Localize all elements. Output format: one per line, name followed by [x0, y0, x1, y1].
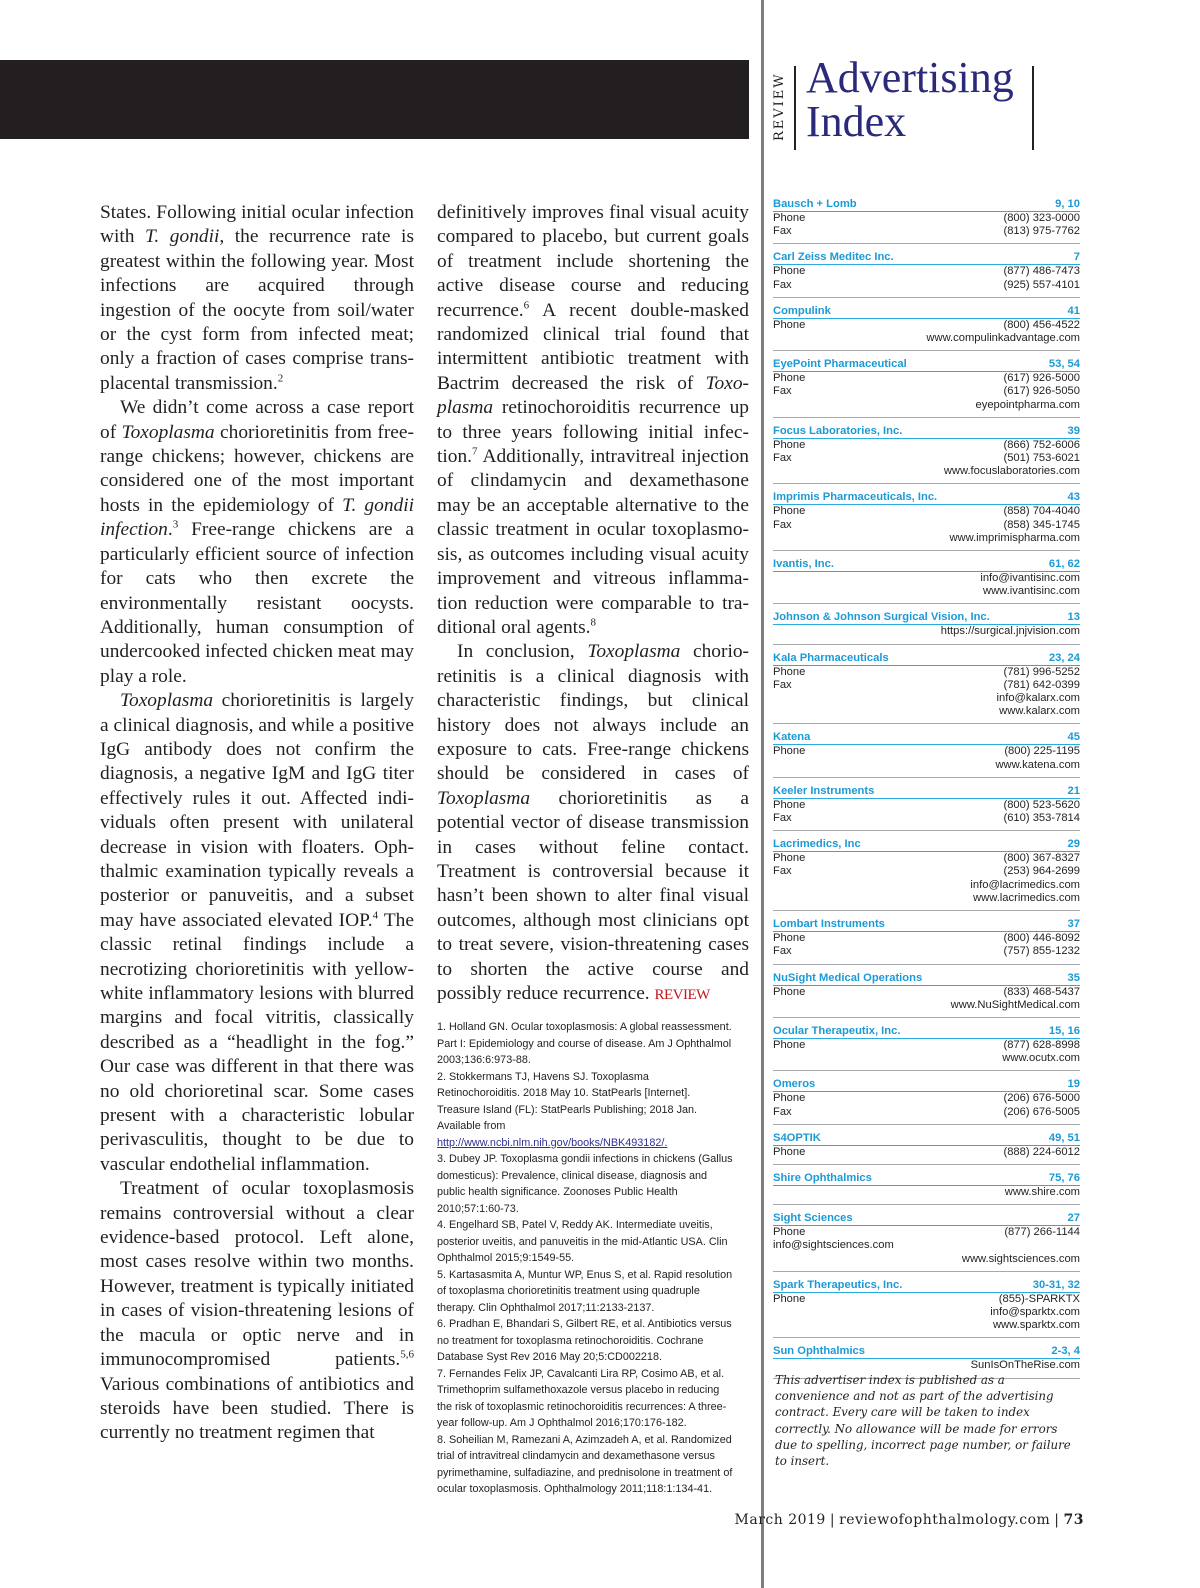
advertiser-page-numbers: 23, 24	[1048, 651, 1080, 664]
advertiser-entry	[773, 785, 1080, 831]
advertiser-heading	[773, 731, 1080, 745]
advertiser-page-numbers: 49, 51	[1048, 1131, 1080, 1144]
contact-label: Fax	[773, 812, 792, 825]
contact-value[interactable]: info@lacrimedics.com	[970, 878, 1080, 891]
advertiser-entry	[773, 358, 1080, 418]
advertiser-contact-row	[773, 879, 1080, 892]
contact-value[interactable]: info@kalarx.com	[996, 692, 1080, 705]
reference-item	[437, 1019, 733, 1069]
reference-text: 8. Soheilian M, Ramezani A, Azimzadeh A, et al. Randomized trial of intravitreal clindamycin and dexamethasone versus pyrimethamine, sulfadiazine, and prednisolone in treatment of ocular toxoplasmosis. Ophthalmology 2011;118:1:134-41.	[437, 1433, 733, 1495]
advertiser-page-numbers: 19	[1067, 1078, 1080, 1091]
article-paragraph: We didn’t come across a case report of Toxoplasma chorioretinitis from free-range chickens; however, chickens are considered one of the most important hosts in the epidemiology of T. gondii infection.$^3$ Free-range chickens are a particularly efficient source of infection for cats who then excrete the environmentally resistant oocysts. Additionally, human consumption of undercooked infected chicken meat may play a role.	[100, 397, 414, 687]
advertiser-contact-row	[773, 332, 1080, 345]
advertiser-contact-row	[773, 1226, 1080, 1239]
advertiser-entry	[773, 611, 1080, 644]
contact-label: Fax	[773, 945, 792, 958]
contact-label: Phone	[773, 1092, 806, 1105]
advertiser-contact-row	[773, 439, 1080, 452]
contact-label: Phone	[773, 985, 806, 998]
advertiser-contact-row	[773, 399, 1080, 412]
advertiser-heading	[773, 558, 1080, 572]
advertiser-heading	[773, 1078, 1080, 1092]
contact-value[interactable]: SunIsOnTheRise.com	[970, 1359, 1080, 1372]
advertiser-contact-row	[773, 679, 1080, 692]
advertiser-heading	[773, 785, 1080, 799]
advertiser-page-numbers: 41	[1067, 304, 1080, 317]
advertiser-name: Compulink	[773, 304, 831, 317]
article-paragraph: Treatment of ocular toxoplasmosis remains controversial without a clear evidence-based protocol. Left alone, most cases resolve within two months. However, treatment is typically initiated in cases of vision-threatening lesions of the macula or optic nerve and in immunocompromised patients.$^{5,6}$ Various combinations of antibiotics and steroids have been studied. There is currently no treatment regimen that	[100, 1178, 414, 1444]
advertiser-contact-row	[773, 892, 1080, 905]
contact-label: Fax	[773, 225, 792, 238]
advertiser-heading	[773, 1132, 1080, 1146]
contact-label: Fax	[773, 452, 792, 465]
advertiser-contact-row	[773, 265, 1080, 278]
advertiser-contact-row	[773, 799, 1080, 812]
contact-value: (781) 996-5252	[1003, 665, 1080, 678]
advertiser-contact-row	[773, 1039, 1080, 1052]
advertiser-heading	[773, 1025, 1080, 1039]
advertiser-heading	[773, 918, 1080, 932]
advertiser-contact-row	[773, 692, 1080, 705]
contact-value: (877) 266-1144	[1004, 1226, 1080, 1239]
contact-value: (800) 446-8092	[1003, 932, 1080, 945]
contact-label: Fax	[773, 865, 792, 878]
advertiser-name: Ocular Therapeutix, Inc.	[773, 1024, 901, 1037]
advertiser-page-numbers: 53, 54	[1048, 358, 1080, 371]
contact-label: Fax	[773, 278, 792, 291]
advertiser-entry	[773, 1078, 1080, 1124]
contact-value[interactable]: www.NuSightMedical.com	[950, 998, 1080, 1011]
contact-label: info@sightsciences.com	[773, 1239, 894, 1252]
advertiser-name: Sight Sciences	[773, 1212, 853, 1225]
advertiser-page-numbers: 30-31, 32	[1032, 1278, 1080, 1291]
footer-separator: |	[829, 1512, 836, 1528]
advertiser-heading	[773, 611, 1080, 625]
contact-value: (858) 704-4040	[1003, 505, 1080, 518]
advertiser-contact-row	[773, 932, 1080, 945]
contact-label: Phone	[773, 852, 806, 865]
advertiser-page-numbers: 39	[1067, 424, 1080, 437]
advertiser-name: Kala Pharmaceuticals	[773, 651, 889, 664]
advertiser-entry	[773, 558, 1080, 604]
reference-text: 7. Fernandes Felix JP, Cavalcanti Lira RP, Cosimo AB, et al. Trimethoprim sulfamethoxazole versus placebo in reducing the risk of toxoplasmic retinochoroiditis recurrences: A three-year follow-up. Am J Ophthalmol 2016;170:176-182.	[437, 1367, 727, 1429]
advertiser-page-numbers: 15, 16	[1048, 1024, 1080, 1037]
advertiser-entry	[773, 425, 1080, 485]
advertiser-contact-row	[773, 1253, 1080, 1266]
reference-item	[437, 1366, 733, 1432]
advertiser-heading	[773, 358, 1080, 372]
contact-label: Phone	[773, 665, 806, 678]
contact-label: Phone	[773, 1038, 806, 1051]
advertiser-name: Sun Ophthalmics	[773, 1345, 865, 1358]
contact-value: (253) 964-2699	[1003, 865, 1080, 878]
contact-value: (800) 323-0000	[1003, 212, 1080, 224]
advertiser-page-numbers: 2-3, 4	[1051, 1345, 1080, 1358]
contact-value[interactable]: www.ocutx.com	[1002, 1052, 1080, 1065]
advertiser-heading	[773, 425, 1080, 439]
advertiser-page-numbers: 43	[1067, 491, 1080, 504]
advertiser-contact-row	[773, 1092, 1080, 1105]
contact-value[interactable]: www.focuslaboratories.com	[943, 465, 1080, 478]
advertiser-page-numbers: 75, 76	[1048, 1171, 1080, 1184]
advertiser-name: S4OPTIK	[773, 1131, 821, 1144]
article-column-2	[437, 201, 749, 1007]
advertiser-contact-row	[773, 532, 1080, 545]
page-footer	[735, 1512, 1084, 1528]
advertiser-contact-row	[773, 852, 1080, 865]
advertiser-page-numbers: 45	[1067, 731, 1080, 744]
advertiser-entry	[773, 918, 1080, 964]
contact-value[interactable]: info@sparktx.com	[990, 1305, 1080, 1318]
contact-value[interactable]: www.katena.com	[995, 758, 1080, 771]
advertiser-contact-row	[773, 519, 1080, 532]
contact-value[interactable]: www.ivantisinc.com	[983, 585, 1080, 598]
advertiser-entry	[773, 198, 1080, 244]
advertiser-name: Focus Laboratories, Inc.	[773, 424, 903, 437]
advertiser-entry	[773, 251, 1080, 297]
advertiser-name: Ivantis, Inc.	[773, 558, 834, 571]
contact-value[interactable]: www.imprimispharma.com	[949, 531, 1080, 544]
advertiser-page-numbers: 35	[1067, 971, 1080, 984]
advertiser-entry	[773, 1172, 1080, 1205]
advertiser-name: EyePoint Pharmaceutical	[773, 358, 907, 371]
advertiser-contact-row	[773, 585, 1080, 598]
advertiser-contact-row	[773, 1146, 1080, 1159]
reference-item	[437, 1267, 733, 1317]
contact-value[interactable]: info@ivantisinc.com	[980, 572, 1080, 585]
advertiser-contact-row	[773, 279, 1080, 292]
article-column-1	[100, 201, 414, 1446]
advertiser-contact-row	[773, 452, 1080, 465]
advertiser-name: Johnson & Johnson Surgical Vision, Inc.	[773, 611, 990, 624]
advertiser-name: Katena	[773, 731, 811, 744]
advertiser-contact-row	[773, 319, 1080, 332]
contact-label: Phone	[773, 505, 806, 518]
advertiser-heading	[773, 491, 1080, 505]
advertiser-contact-row	[773, 759, 1080, 772]
contact-label: Phone	[773, 1145, 806, 1158]
advertiser-contact-row	[773, 505, 1080, 518]
advertiser-heading	[773, 972, 1080, 986]
title-line-1: Advertising	[806, 53, 1014, 102]
footer-separator: |	[1054, 1512, 1060, 1528]
contact-value: (800) 225-1195	[1004, 745, 1080, 758]
advertiser-page-numbers: 37	[1067, 918, 1080, 931]
advertiser-contact-row	[773, 572, 1080, 585]
reference-item	[437, 1217, 733, 1267]
advertiser-contact-row	[773, 625, 1080, 638]
contact-label: Phone	[773, 265, 806, 278]
advertiser-contact-row	[773, 1293, 1080, 1306]
advertiser-name: Omeros	[773, 1078, 816, 1091]
advertiser-contact-row	[773, 1186, 1080, 1199]
advertiser-contact-row	[773, 385, 1080, 398]
masthead-left-bar	[794, 66, 796, 150]
reference-text: 2. Stokkermans TJ, Havens SJ. Toxoplasma Retinochoroiditis. 2018 May 10. StatPearls [Internet]. Treasure Island (FL): StatPearls Publishing; 2018 Jan. Available from	[437, 1070, 698, 1132]
contact-label: Phone	[773, 798, 806, 811]
contact-value: (757) 855-1232	[1003, 945, 1080, 958]
article-paragraph: In conclusion, Toxoplasma chorioretinitis is a clinical diagnosis with characteristic findings, but clinical history does not always include an exposure to cats. Free-range chickens should be considered in cases of Toxoplasma chorioretinitis as a potential vector of disease transmission in cases without feline contact. Treatment is controversial because it hasn’t been shown to alter final visual outcomes, although most clinicians opt to treat severe, vision-threatening cases to shorten the active course and possibly reduce recurrence. REVIEW	[437, 641, 749, 1004]
advertiser-name: Keeler Instruments	[773, 784, 875, 797]
advertiser-index-disclaimer: This advertiser index is published as a convenience and not as part of the advertising contract. Every care will be taken to index correctly. No allowance will be made for errors due to spelling, incorrect page number, or failure to insert.	[775, 1373, 1071, 1469]
advertiser-heading	[773, 305, 1080, 319]
contact-value: (877) 486-7473	[1003, 265, 1080, 278]
reference-text: 5. Kartasasmita A, Muntur WP, Enus S, et al. Rapid resolution of toxoplasma chorioretinitis treatment using quadruple therapy. Clin Ophthalmol 2017;11:2133-2137.	[437, 1268, 733, 1314]
advertiser-contact-row	[773, 1052, 1080, 1065]
advertiser-page-numbers: 27	[1067, 1212, 1080, 1225]
contact-value: (877) 628-8998	[1003, 1038, 1080, 1051]
advertiser-entry	[773, 838, 1080, 911]
masthead-right-bar	[1032, 66, 1034, 150]
reference-item	[437, 1316, 733, 1366]
advertiser-contact-row	[773, 212, 1080, 225]
advertiser-page-numbers: 21	[1067, 784, 1080, 797]
advertiser-entry	[773, 972, 1080, 1018]
advertiser-heading	[773, 652, 1080, 666]
advertiser-contact-row	[773, 1106, 1080, 1119]
advertiser-name: Imprimis Pharmaceuticals, Inc.	[773, 491, 938, 504]
advertiser-heading	[773, 1172, 1080, 1186]
contact-value[interactable]: www.sparktx.com	[992, 1319, 1080, 1332]
advertiser-contact-row	[773, 1239, 1080, 1252]
contact-value: (855)-SPARKTX	[998, 1292, 1080, 1305]
column-divider-rule	[761, 0, 764, 1588]
reference-link[interactable]: http://www.ncbi.nlm.nih.gov/books/NBK493182/.	[437, 1136, 668, 1149]
advertiser-contact-row	[773, 1306, 1080, 1319]
footer-date: March 2019	[734, 1512, 826, 1528]
advertiser-contact-row	[773, 372, 1080, 385]
advertiser-page-numbers: 7	[1073, 251, 1080, 264]
contact-label: Phone	[773, 372, 806, 385]
contact-label: Fax	[773, 385, 792, 398]
advertiser-entry	[773, 1212, 1080, 1272]
article-paragraph: definitively improves final visual acuity compared to placebo, but current goals of treatment include shortening the active disease course and reducing recurrence.$^6$ A recent double-masked randomized clinical trial found that intermittent antibiotic treatment with Bactrim decreased the risk of Toxoplasma retinochoroiditis recurrence up to three years following initial infection.$^7$ Additionally, intravitreal injection of clindamycin and dexamethasone may be an acceptable alternative to the classic treatment in ocular toxoplasmosis, as outcomes including visual acuity improvement and vitreous inflammation reduction were comparable to traditional oral agents.$^8$	[437, 202, 749, 638]
article-paragraph: States. Following initial ocular infection with T. gondii, the recurrence rate is greatest within the following year. Most infections are acquired through ingestion of the oocyte from soil/water or the cyst form from infected meat; only a fraction of cases comprise transplacental transmission.$^2$	[100, 202, 414, 394]
advertiser-name: Lombart Instruments	[773, 918, 885, 931]
advertiser-name: Lacrimedics, Inc	[773, 838, 861, 851]
page-number: 73	[1063, 1512, 1084, 1528]
advertiser-heading	[773, 1212, 1080, 1226]
contact-value: (501) 753-6021	[1003, 452, 1080, 465]
advertiser-contact-row	[773, 945, 1080, 958]
contact-value: (206) 676-5005	[1003, 1105, 1080, 1118]
title-line-2: Index	[806, 97, 907, 146]
contact-value: (800) 523-5620	[1003, 798, 1080, 811]
contact-value[interactable]: https://surgical.jnjvision.com	[940, 625, 1080, 638]
contact-label: Fax	[773, 678, 792, 691]
advertiser-index-list	[773, 198, 1080, 1386]
contact-value: (925) 557-4101	[1003, 278, 1080, 291]
advertiser-contact-row	[773, 865, 1080, 878]
footer-site[interactable]: reviewofophthalmology.com	[839, 1512, 1051, 1528]
advertiser-name: Bausch + Lomb	[773, 198, 857, 210]
reference-text: 4. Engelhard SB, Patel V, Reddy AK. Intermediate uveitis, posterior uveitis, and panuveitis in the mid-Atlantic USA. Clin Ophthalmol 2015;9:1549-55.	[437, 1219, 728, 1264]
contact-value[interactable]: www.lacrimedics.com	[973, 891, 1080, 904]
contact-value: (833) 468-5437	[1003, 985, 1080, 998]
advertiser-entry	[773, 491, 1080, 551]
advertiser-contact-row	[773, 812, 1080, 825]
header-black-band	[0, 60, 749, 139]
contact-label: Phone	[773, 932, 806, 945]
contact-value: (800) 456-4522	[1003, 318, 1080, 331]
advertiser-entry	[773, 305, 1080, 351]
contact-value: (206) 676-5000	[1003, 1092, 1080, 1105]
advertiser-entry	[773, 731, 1080, 777]
article-paragraph: Toxoplasma chorioretinitis is largely a clinical diagnosis, and while a positive IgG antibody does not confirm the diagnosis, a negative IgM and IgG titer effectively rules it out. Affected individuals often present with unilateral decrease in vision with floaters. Ophthalmic examination typically reveals a posterior or panuveitis, and a subset may have associated elevated IOP.$^4$ The classic retinal findings include a necrotizing chorioretinitis with yellow-white inflammatory lesions with blurred margins and focal vitritis, classically described as a “headlight in the fog.” Our case was different in that there was no old chorioretinal scar. Some cases present with a characteristic lobular perivasculitis, thought to be due to vascular endothelial inflammation.	[100, 690, 414, 1175]
advertiser-heading	[773, 1345, 1080, 1359]
advertiser-entry	[773, 652, 1080, 725]
advertiser-entry	[773, 1025, 1080, 1071]
contact-label: Phone	[773, 318, 806, 331]
contact-value: (617) 926-5050	[1003, 385, 1080, 398]
contact-value: (781) 642-0399	[1003, 678, 1080, 691]
contact-value: (617) 926-5000	[1003, 372, 1080, 385]
contact-label: Phone	[773, 745, 806, 758]
advertiser-contact-row	[773, 745, 1080, 758]
reference-text: 1. Holland GN. Ocular toxoplasmosis: A global reassessment. Part I: Epidemiology and course of disease. Am J Ophthalmol 2003;136:6:973-88.	[437, 1021, 732, 1066]
advertiser-contact-row	[773, 666, 1080, 679]
reference-item	[437, 1069, 733, 1152]
reference-text: 3. Dubey JP. Toxoplasma gondii infections in chickens (Gallus domesticus): Prevalence, clinical disease, diagnosis and public health significance. Zoonoses Public Health 2010;57:1:60-73.	[437, 1153, 733, 1215]
contact-value: (888) 224-6012	[1003, 1145, 1080, 1158]
reference-item	[437, 1432, 733, 1498]
contact-value[interactable]: www.sightsciences.com	[961, 1252, 1080, 1265]
advertiser-entry	[773, 1132, 1080, 1165]
advertiser-contact-row	[773, 225, 1080, 238]
contact-value: (866) 752-6006	[1003, 438, 1080, 451]
reference-item	[437, 1151, 733, 1217]
advertiser-page-numbers: 61, 62	[1048, 558, 1080, 571]
advertiser-contact-row	[773, 705, 1080, 718]
contact-value: (858) 345-1745	[1003, 518, 1080, 531]
contact-value: (800) 367-8327	[1003, 852, 1080, 865]
advertiser-contact-row	[773, 465, 1080, 478]
advertiser-heading	[773, 198, 1080, 212]
reference-text: 6. Pradhan E, Bhandari S, Gilbert RE, et al. Antibiotics versus no treatment for toxoplasma retinochoroiditis. Cochrane Database Syst Rev 2016 May 20;5:CD002218.	[437, 1318, 732, 1363]
advertiser-contact-row	[773, 986, 1080, 999]
advertiser-name: Carl Zeiss Meditec Inc.	[773, 251, 894, 264]
contact-label: Phone	[773, 1292, 806, 1305]
contact-value: (813) 975-7762	[1003, 225, 1080, 238]
contact-label: Fax	[773, 1105, 792, 1118]
advertiser-contact-row	[773, 999, 1080, 1012]
advertiser-entry	[773, 1279, 1080, 1339]
contact-label: Fax	[773, 518, 792, 531]
advertiser-name: Shire Ophthalmics	[773, 1171, 872, 1184]
advertiser-contact-row	[773, 1359, 1080, 1372]
advertiser-name: Spark Therapeutics, Inc.	[773, 1278, 903, 1291]
page-title	[806, 53, 1014, 146]
contact-value: (610) 353-7814	[1003, 812, 1080, 825]
contact-value[interactable]: www.compulinkadvantage.com	[926, 332, 1080, 345]
references-list	[437, 1019, 733, 1498]
advertiser-page-numbers: 29	[1067, 838, 1080, 851]
contact-value[interactable]: www.kalarx.com	[999, 705, 1080, 718]
advertiser-page-numbers: 9, 10	[1055, 198, 1080, 210]
advertiser-heading	[773, 251, 1080, 265]
advertiser-name: NuSight Medical Operations	[773, 971, 923, 984]
review-section-label: REVIEW	[772, 72, 787, 142]
advertiser-page-numbers: 13	[1067, 611, 1080, 624]
contact-value[interactable]: eyepointpharma.com	[975, 398, 1080, 411]
advertiser-heading	[773, 1279, 1080, 1293]
contact-label: Phone	[773, 438, 806, 451]
advertiser-heading	[773, 838, 1080, 852]
advertiser-contact-row	[773, 1319, 1080, 1332]
contact-label: Phone	[773, 212, 806, 224]
contact-label: Phone	[773, 1226, 806, 1239]
contact-value[interactable]: www.shire.com	[1004, 1185, 1080, 1198]
